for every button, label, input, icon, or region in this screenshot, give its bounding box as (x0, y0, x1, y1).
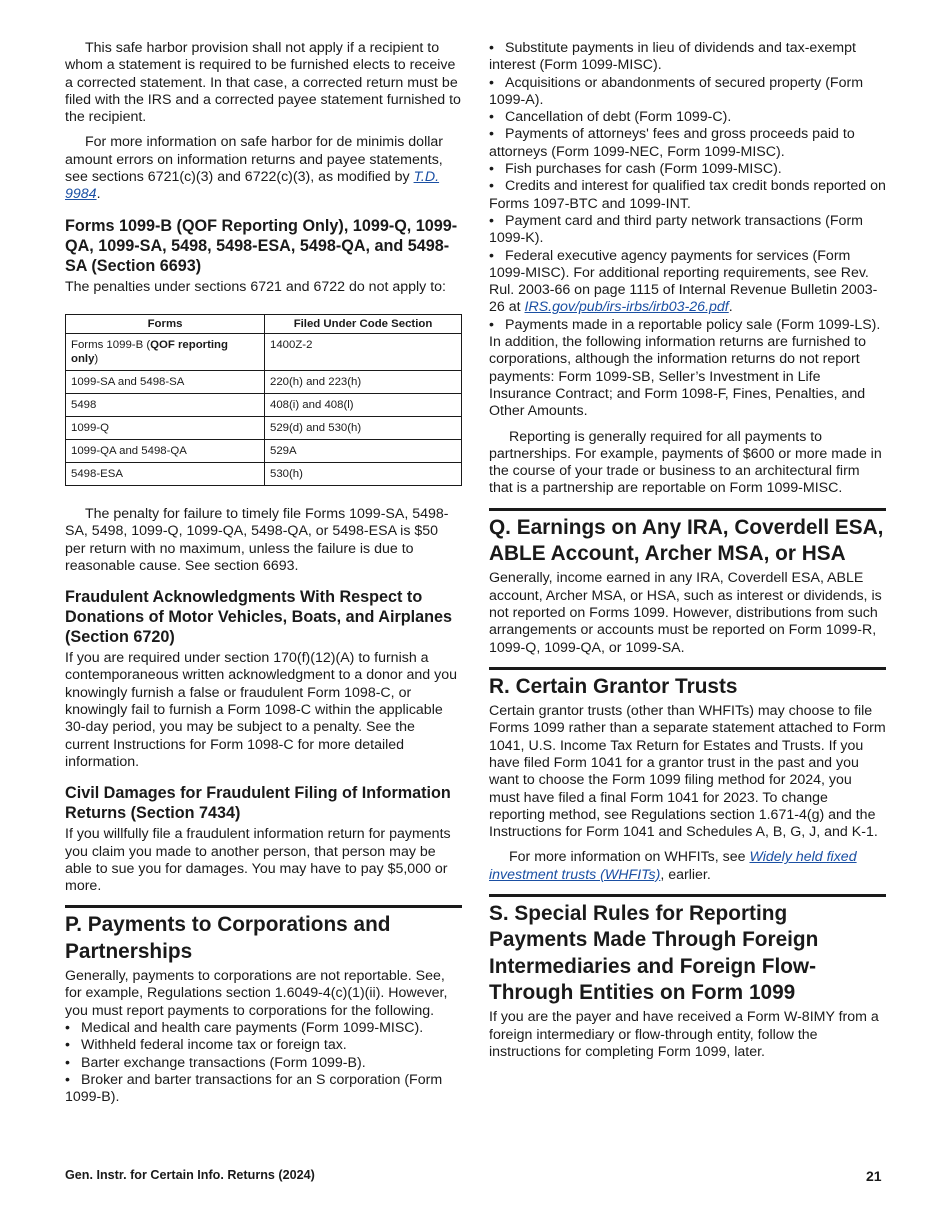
table-cell-form: 1099-Q (66, 416, 265, 439)
table-cell-form: 1099-SA and 5498-SA (66, 370, 265, 393)
de-minimis-end: . (96, 186, 101, 203)
list-item-text: Medical and health care payments (Form 1099-MISC). (81, 1019, 424, 1036)
de-minimis-text: For more information on safe harbor for de minimis dollar amount errors on information returns and payee statements, see sections 6721(c)(3) and 6722(c)(3), as modified by (65, 134, 443, 186)
whfit-text: For more information on WHFITs, see (509, 849, 750, 866)
section-s-heading: S. Special Rules for Reporting Payments Made Through Foreign Intermediaries and Foreign Flow-Through Entities on Form 1099 (489, 894, 886, 1006)
section-q-heading: Q. Earnings on Any IRA, Coverdell ESA, ABLE Account, Archer MSA, or HSA (489, 508, 886, 568)
list-item (489, 213, 886, 248)
qof-reporting-bold: QOF reporting (150, 338, 228, 351)
table-cell-form: 1099-QA and 5498-QA (66, 439, 265, 462)
bullet-icon: • (489, 247, 494, 264)
bullet-icon: • (489, 178, 494, 195)
fraudulent-acknowledgments-heading: Fraudulent Acknowledgments With Respect to Donations of Motor Vehicles, Boats, and Airplanes (Section 6720) (65, 588, 453, 647)
bullet-icon: • (489, 74, 494, 91)
bullet-icon: • (489, 126, 494, 143)
list-item (489, 317, 886, 421)
list-item (65, 1055, 462, 1072)
bullet-icon: • (489, 161, 494, 178)
irb03-26-pdf-link[interactable]: IRS.gov/pub/irs-irbs/irb03-26.pdf (524, 299, 729, 316)
footer-title: Gen. Instr. for Certain Info. Returns (2024) (65, 1168, 315, 1182)
list-item-text: Cancellation of debt (Form 1099-C). (505, 109, 732, 126)
table-cell-form: 5498-ESA (66, 462, 265, 485)
list-item-text: Credits and interest for qualified tax credit bonds reported on Forms 1097-BTC and 1099-INT. (489, 178, 886, 212)
list-item-text: Payment card and third party network transactions (Form 1099-K). (489, 212, 863, 247)
bullet-icon: • (65, 1019, 70, 1036)
penalties-not-apply-paragraph: The penalties under sections 6721 and 6722 do not apply to: (65, 278, 446, 295)
list-item-end: . (728, 299, 733, 316)
table-row (66, 393, 462, 416)
table-cell-form (66, 333, 265, 370)
table-cell-code: 529A (265, 439, 462, 462)
list-item (489, 178, 886, 213)
whfit-link[interactable]: Widely held fixed investment trusts (WHFITs) (489, 849, 857, 883)
close-paren: ) (94, 352, 99, 365)
list-item-text: Barter exchange transactions (Form 1099-B). (81, 1054, 366, 1071)
section-p (65, 905, 462, 1106)
bullet-icon: • (65, 1071, 70, 1088)
left-column (65, 40, 462, 1106)
page-number: 21 (866, 1168, 882, 1184)
table-cell-code: 1400Z-2 (265, 333, 462, 370)
table-row (66, 462, 462, 485)
bullet-icon: • (65, 1054, 70, 1071)
ira-earnings-paragraph: Generally, income earned in any IRA, Coverdell ESA, ABLE account, Archer MSA, or HSA, such as interest or dividends, is not reported on Forms 1099. However, distributions from such arrangements or accounts must be reported on Form 1099-R, 1099-Q, 1099-QA, or 1099-SA. (489, 570, 882, 656)
list-item (489, 109, 886, 126)
bullet-icon: • (489, 212, 494, 229)
table-row (66, 416, 462, 439)
section-q (489, 508, 886, 657)
civil-damages-paragraph: If you willfully file a fraudulent information return for payments you claim you made to another person, that person may be able to sue you for damages. You may have to pay $5,000 or more. (65, 826, 451, 895)
table-row (66, 439, 462, 462)
section-s (489, 894, 886, 1061)
grantor-trusts-paragraph: Certain grantor trusts (other than WHFITs) may choose to file Forms 1099 rather than a separate statement attached to Form 1041, U.S. Income Tax Return for Estates and Trusts. If you have filed Form 1041 for a grantor trust in the past and you want to choose the Form 1099 filing method for 2024, you must have filed a final Form 1041 for 2023. To change reporting method, see Regulations section 1.671-4(g) and the Instructions for Form 1041 and Schedules A, B, G, J, and K-1. (489, 703, 886, 841)
list-item-text: Federal executive agency payments for services (Form 1099-MISC). For additional reporting requirements, see Rev. Rul. 2003-66 on page 1115 of Internal Revenue Bulletin 2003-26 at (489, 247, 878, 316)
list-item-text: Acquisitions or abandonments of secured property (Form 1099-A). (489, 74, 864, 108)
penalty-6693-paragraph: The penalty for failure to timely file Forms 1099-SA, 5498-SA, 5498, 1099-Q, 1099-QA, 5498-QA, or 5498-ESA is $50 per return with no maximum, unless the failure is due to reasonable cause. See section 6693. (65, 505, 449, 574)
forms-column-header: Forms (66, 314, 265, 333)
forms-code-section-table (65, 314, 462, 486)
fraudulent-acknowledgments-paragraph: If you are required under section 170(f)(12)(A) to furnish a contemporaneous written acknowledgment to a donor and you knowingly furnish a false or fraudulent Form 1098-C, or knowingly fail to furnish a Form 1098-C within the applicable 30-day period, you may be subject to a penalty. See the current Instructions for Form 1098-C for more detailed information. (65, 650, 457, 770)
de-minimis-paragraph (65, 134, 462, 203)
right-column (489, 40, 886, 1061)
list-item (489, 161, 886, 178)
table-header-row (66, 314, 462, 333)
table-cell-code: 530(h) (265, 462, 462, 485)
list-item (489, 126, 886, 161)
whfit-end: , earlier. (660, 866, 711, 883)
list-item (489, 248, 886, 317)
list-item-text: Broker and barter transactions for an S corporation (Form 1099-B). (65, 1071, 443, 1106)
bullet-icon: • (489, 109, 494, 126)
list-item-text: Withheld federal income tax or foreign tax. (81, 1037, 347, 1054)
list-item (65, 1020, 462, 1037)
whfit-paragraph (489, 849, 886, 884)
table-cell-code: 220(h) and 223(h) (265, 370, 462, 393)
td-9984-link[interactable]: T.D. 9984 (65, 169, 440, 203)
foreign-intermediaries-paragraph: If you are the payer and have received a Form W-8IMY from a foreign intermediary or flow-through entity, follow the instructions for completing Form 1099, later. (489, 1009, 879, 1060)
list-item-text: Payments of attorneys' fees and gross proceeds paid to attorneys (Form 1099-NEC, Form 1099-MISC). (489, 126, 855, 160)
bullet-icon: • (489, 40, 494, 56)
section-r (489, 667, 886, 884)
list-item (489, 40, 886, 75)
partnerships-paragraph: Reporting is generally required for all payments to partnerships. For example, payments of $600 or more made in the course of your trade or business to an architectural firm that is a partnership are reportable on Form 1099-MISC. (489, 428, 882, 497)
only-bold: only (71, 352, 95, 365)
list-item-text: Fish purchases for cash (Form 1099-MISC). (505, 161, 782, 178)
civil-damages-heading: Civil Damages for Fraudulent Filing of Information Returns (Section 7434) (65, 784, 451, 823)
list-item (489, 75, 886, 110)
bullet-icon: • (65, 1037, 70, 1054)
table-cell-form: 5498 (66, 393, 265, 416)
section-p-heading: P. Payments to Corporations and Partnerships (65, 905, 462, 965)
code-section-column-header: Filed Under Code Section (265, 314, 462, 333)
list-item-text: Payments made in a reportable policy sale (Form 1099-LS). In addition, the following information returns are furnished to corporations, although the information returns do not report payments: Form 1099-SB, Seller’s Investment in Life Insurance Contract; and Form 1098-F, Fines, Penalties, and Other Amounts. (489, 316, 881, 420)
table-cell-code: 529(d) and 530(h) (265, 416, 462, 439)
section-r-heading: R. Certain Grantor Trusts (489, 667, 886, 700)
list-item-text: Substitute payments in lieu of dividends and tax-exempt interest (Form 1099-MISC). (489, 40, 856, 74)
table-row (66, 370, 462, 393)
table-cell-code: 408(i) and 408(l) (265, 393, 462, 416)
list-item (65, 1072, 462, 1107)
safe-harbor-paragraph: This safe harbor provision shall not apply if a recipient to whom a statement is required to be furnished elects to receive a corrected statement. In that case, a corrected return must be filed with the IRS and a corrected payee statement furnished to the recipient. (65, 40, 461, 126)
list-item (65, 1037, 462, 1054)
corporations-paragraph: Generally, payments to corporations are not reportable. See, for example, Regulations section 1.6049-4(c)(1)(ii). However, you must report payments to corporations for the following. (65, 968, 448, 1019)
form-1099b-text: Forms 1099-B ( (71, 338, 151, 351)
qof-heading: Forms 1099-B (QOF Reporting Only), 1099-Q, 1099-QA, 1099-SA, 5498, 5498-ESA, 5498-QA, and 5498-SA (Section 6693) (65, 216, 458, 275)
bullet-icon: • (489, 316, 494, 333)
table-row (66, 333, 462, 370)
